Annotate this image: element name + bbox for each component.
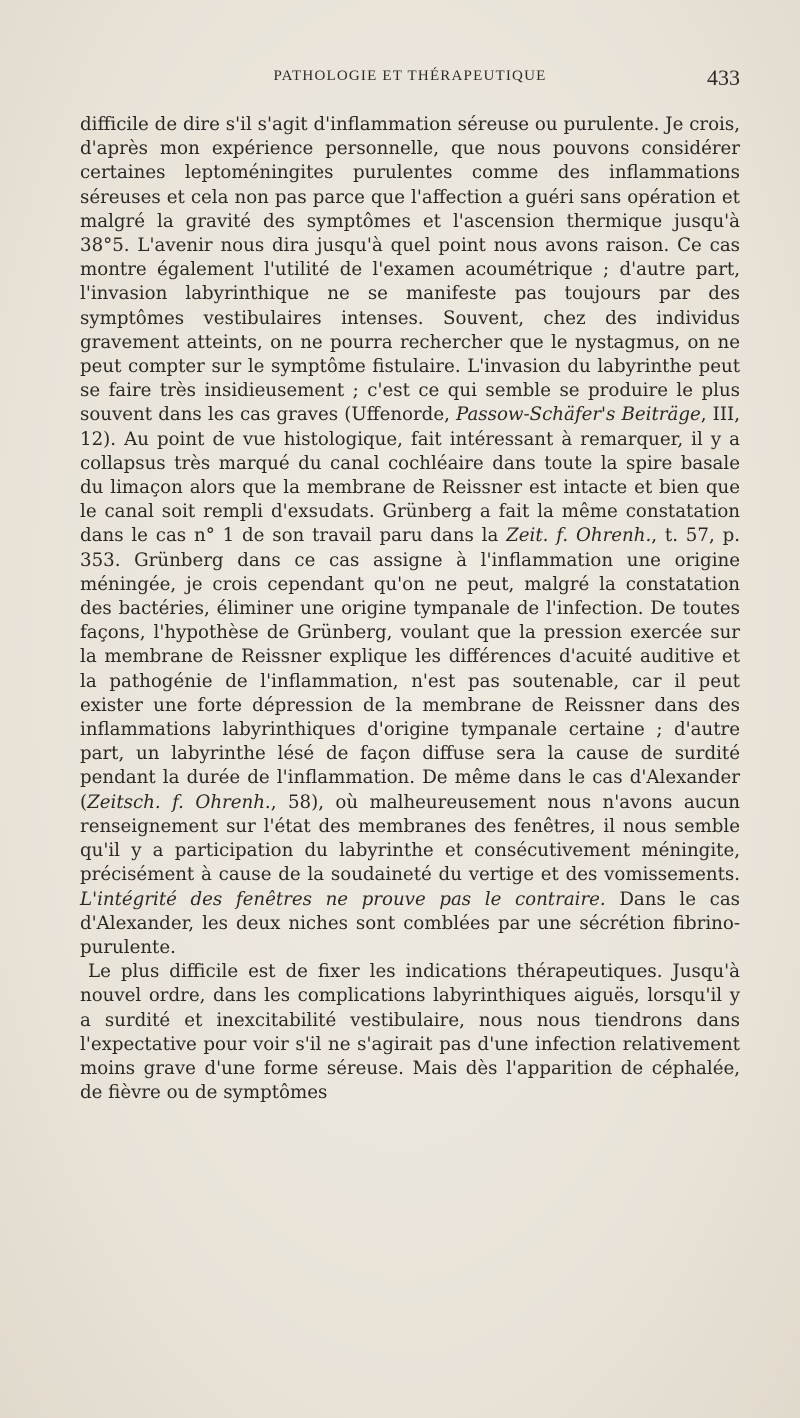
paragraph-2 (80, 960, 740, 1105)
text-run: , 58), où malheureusement nous n'avons aucun renseignement sur l'état des membranes des fenêtres, il nous semble qu'il y a participation du labyrinthe et consécutivement méningite, précisément à cause de la soudaineté du vertige et des vomissements. (80, 791, 740, 886)
page-header (80, 66, 740, 96)
journal-title-italic: Passow-Schäfer's Beiträge (456, 404, 701, 426)
text-run: Dans le cas d'Alexander, les deux niches sont comblées par une sécrétion fibrino-purulente. (80, 888, 740, 958)
text-run: , III, 12). Au point de vue histologique, fait intéressant à remarquer, il y a collapsus très marqué du canal cochléaire dans toute la spire basale du limaçon alors que la membrane de Reissner est intacte et bien que le canal soit rempli d'exsudats. Grünberg a fait la même constatation dans le cas n° 1 de son travail paru dans la (80, 404, 741, 547)
text-run: Le plus difficile est de fixer les indications thérapeutiques. Jusqu'à nouvel ordre, dans les complications labyrinthiques aiguës, lorsqu'il y a surdité et inexcitabilité vestibulaire, nous nous tiendrons dans l'expectative pour voir s'il ne s'agirait pas d'une infection relativement moins grave d'une forme séreuse. Mais dès l'apparition de céphalée, de fièvre ou de symptômes (80, 961, 740, 1104)
journal-title-italic: Zeitsch. f. Ohrenh. (87, 791, 271, 813)
text-run: , t. 57, p. 353. Grünberg dans ce cas assigne à l'inflammation une origine méningée, je crois cependant qu'on ne peut, malgré la constatation des bactéries, éliminer une origine tympanale de l'infection. De toutes façons, l'hypothèse de Grünberg, voulant que la pression exercée sur la membrane de Reissner explique les différences d'acuité auditive et la pathogénie de l'inflammation, n'est pas soutenable, car il peut exister une forte dépression de la membrane de Reissner dans des inflammations labyrinthiques d'origine tympanale certaine ; d'autre part, un labyrinthe lésé de façon diffuse sera la cause de surdité pendant la durée de l'inflammation. De même dans le cas d'Alexander ( (80, 525, 740, 813)
body-text (80, 113, 740, 1105)
journal-title-italic: Zeit. f. Ohrenh. (506, 525, 652, 547)
emphasis-italic: L'intégrité des fenêtres ne prouve pas le contraire. (80, 888, 606, 910)
paragraph-1 (80, 113, 740, 960)
page-number: 433 (707, 65, 740, 90)
running-title: PATHOLOGIE ET THÉRAPEUTIQUE (273, 68, 547, 84)
text-run: difficile de dire s'il s'agit d'inflammation séreuse ou purulente. Je crois, d'après mon expérience personnelle, que nous pouvons considérer certaines leptoméningites purulentes comme des inflammations séreuses et cela non pas parce que l'affection a guéri sans opération et malgré la gravité des symptômes et l'ascension thermique jusqu'à 38°5. L'avenir nous dira jusqu'à quel point nous avons raison. Ce cas montre également l'utilité de l'examen acoumétrique ; d'autre part, l'invasion labyrinthique ne se manifeste pas toujours par des symptômes vestibulaires intenses. Souvent, chez des individus gravement atteints, on ne pourra rechercher que le nystagmus, on ne peut compter sur le symptôme fistulaire. L'invasion du labyrinthe peut se faire très insidieusement ; c'est ce qui semble se produire le plus souvent dans les cas graves (Uffenorde, (80, 114, 740, 426)
